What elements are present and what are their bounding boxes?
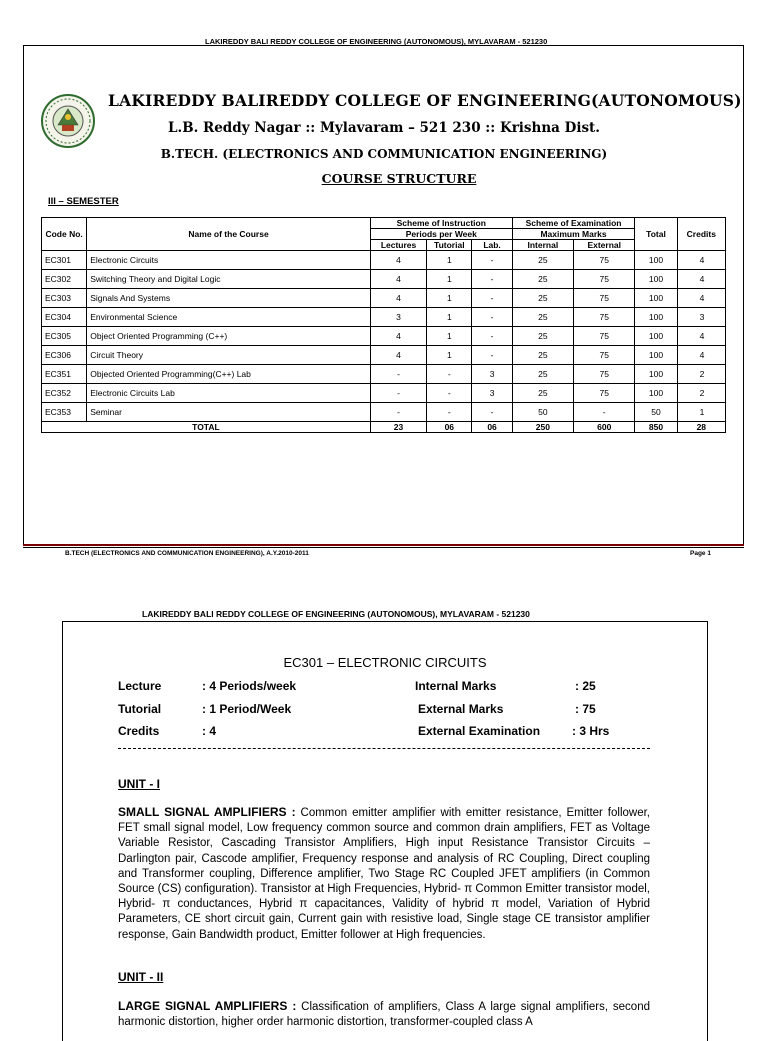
table-row — [42, 308, 726, 327]
header-internal: Internal — [512, 240, 573, 251]
cell-lectures: - — [370, 403, 426, 422]
running-header-2: LAKIREDDY BALI REDDY COLLEGE OF ENGINEERING (AUTONOMOUS), MYLAVARAM - 521230 — [142, 609, 530, 619]
cell-internal: 25 — [512, 251, 573, 270]
college-name: LAKIREDDY BALIREDDY COLLEGE OF ENGINEERING(AUTONOMOUS) — [108, 91, 742, 110]
credits-label: Credits — [118, 724, 160, 738]
table-row — [42, 251, 726, 270]
course-title: EC301 – ELECTRONIC CIRCUITS — [283, 655, 487, 670]
cell-tutorial: 1 — [427, 346, 472, 365]
cell-credits: 3 — [677, 308, 725, 327]
unit-1-topic: SMALL SIGNAL AMPLIFIERS : — [118, 805, 296, 819]
cell-total: 100 — [635, 346, 677, 365]
page-number: Page 1 — [690, 550, 711, 557]
cell-external: 75 — [574, 289, 635, 308]
page-footer: B.TECH (ELECTRONICS AND COMMUNICATION ENGINEERING), A.Y.2010-2011 — [65, 550, 309, 557]
cell-name: Environmental Science — [87, 308, 371, 327]
header-scheme-instruction: Scheme of Instruction — [370, 218, 512, 229]
college-address: L.B. Reddy Nagar :: Mylavaram – 521 230 :: Krishna Dist. — [168, 120, 600, 136]
cell-tutorial: 1 — [427, 251, 472, 270]
cell-name: Objected Oriented Programming(C++) Lab — [87, 365, 371, 384]
cell-internal: 25 — [512, 327, 573, 346]
page-1-bottom-rule-2 — [23, 547, 744, 548]
cell-lectures: 4 — [370, 270, 426, 289]
cell-lab: - — [472, 289, 512, 308]
tutorial-value: : 1 Period/Week — [202, 702, 292, 716]
table-row — [42, 403, 726, 422]
external-exam-value: : 3 Hrs — [572, 724, 610, 738]
cell-code: EC351 — [42, 365, 87, 384]
cell-lectures: 4 — [370, 346, 426, 365]
cell-total: 100 — [635, 289, 677, 308]
cell-external: 75 — [574, 270, 635, 289]
course-structure-heading: COURSE STRUCTURE — [321, 171, 477, 186]
course-structure-table — [41, 217, 726, 433]
semester-label: III – SEMESTER — [48, 196, 119, 207]
cell-code: EC305 — [42, 327, 87, 346]
cell-code: EC302 — [42, 270, 87, 289]
cell-lectures: 4 — [370, 327, 426, 346]
cell-lectures: 4 — [370, 289, 426, 308]
external-marks-value: : 75 — [575, 702, 596, 716]
header-lectures: Lectures — [370, 240, 426, 251]
cell-lectures: - — [370, 384, 426, 403]
cell-external: 75 — [574, 365, 635, 384]
cell-total: 100 — [635, 251, 677, 270]
cell-external: 75 — [574, 251, 635, 270]
external-marks-label: External Marks — [418, 702, 504, 716]
header-periods: Periods per Week — [370, 229, 512, 240]
cell-credits: 4 — [677, 251, 725, 270]
cell-total: 100 — [635, 308, 677, 327]
cell-tutorial: 1 — [427, 327, 472, 346]
cell-lab: - — [472, 346, 512, 365]
total-row: TOTAL 23 06 06 250 600 850 28 — [42, 422, 726, 433]
table-row — [42, 384, 726, 403]
table-row — [42, 365, 726, 384]
cell-tutorial: - — [427, 403, 472, 422]
table-row — [42, 327, 726, 346]
header-name: Name of the Course — [87, 218, 371, 251]
header-lab: Lab. — [472, 240, 512, 251]
cell-total: 100 — [635, 270, 677, 289]
cell-credits: 2 — [677, 384, 725, 403]
unit-1-heading: UNIT - I — [118, 777, 160, 791]
dashed-divider — [118, 748, 650, 749]
branch-title: B.TECH. (ELECTRONICS AND COMMUNICATION ENGINEERING) — [160, 147, 608, 161]
cell-credits: 2 — [677, 365, 725, 384]
cell-tutorial: 1 — [427, 308, 472, 327]
header-code: Code No. — [42, 218, 87, 251]
internal-marks-value: : 25 — [575, 679, 596, 693]
unit-2-paragraph — [118, 999, 650, 1030]
lecture-label: Lecture — [118, 679, 162, 693]
unit-1-text: Common emitter amplifier with emitter resistance, Emitter follower, FET small signal model, Low frequency common source and common drain amplifiers, FET as Voltage Variable Resistor, Cascading Transistor Amplifiers, High input Resistance Transistor Circuits – Darlington pair, Cascode amplifier, Frequency response and analysis of RC Coupling, Direct coupling and Transformer coupling, Difference amplifier, Two Stage RC Coupled JFET amplifiers (in Common Source (CS) configuration). Transistor at High Frequencies, Hybrid- π Common Emitter transistor model, Hybrid- π conductances, Hybrid π capacitances, Validity of hybrid π model, Variation of Hybrid Parameters, CE short circuit gain, Current gain with resistive load, Single stage CE transistor amplifier response, Gain Bandwidth product, Emitter follower at High frequencies. — [118, 807, 650, 941]
cell-credits: 4 — [677, 327, 725, 346]
cell-total: 100 — [635, 327, 677, 346]
cell-internal: 25 — [512, 384, 573, 403]
cell-internal: 25 — [512, 289, 573, 308]
lecture-value: : 4 Periods/week — [202, 679, 297, 693]
cell-code: EC353 — [42, 403, 87, 422]
header-tutorial: Tutorial — [427, 240, 472, 251]
cell-total: 50 — [635, 403, 677, 422]
cell-lectures: - — [370, 365, 426, 384]
cell-credits: 1 — [677, 403, 725, 422]
cell-name: Signals And Systems — [87, 289, 371, 308]
cell-tutorial: 1 — [427, 289, 472, 308]
cell-name: Electronic Circuits — [87, 251, 371, 270]
cell-tutorial: - — [427, 384, 472, 403]
header-total: Total — [635, 218, 677, 251]
cell-lab: - — [472, 251, 512, 270]
cell-lectures: 3 — [370, 308, 426, 327]
cell-external: 75 — [574, 346, 635, 365]
cell-code: EC304 — [42, 308, 87, 327]
unit-2-text: Classification of amplifiers, Class A large signal amplifiers, second harmonic distortion, higher order harmonic distortion, transformer-coupled class A — [118, 1001, 650, 1029]
table-row — [42, 289, 726, 308]
external-exam-label: External Examination — [418, 724, 541, 738]
running-header: LAKIREDDY BALI REDDY COLLEGE OF ENGINEERING (AUTONOMOUS), MYLAVARAM - 521230 — [205, 37, 548, 46]
cell-internal: 50 — [512, 403, 573, 422]
cell-tutorial: 1 — [427, 270, 472, 289]
header-scheme-examination: Scheme of Examination — [512, 218, 635, 229]
cell-external: 75 — [574, 327, 635, 346]
header-max-marks: Maximum Marks — [512, 229, 635, 240]
cell-lab: 3 — [472, 384, 512, 403]
cell-name: Circuit Theory — [87, 346, 371, 365]
cell-credits: 4 — [677, 289, 725, 308]
cell-total: 100 — [635, 365, 677, 384]
cell-internal: 25 — [512, 365, 573, 384]
table-row — [42, 346, 726, 365]
cell-lab: 3 — [472, 365, 512, 384]
cell-external: - — [574, 403, 635, 422]
internal-marks-label: Internal Marks — [415, 679, 497, 693]
cell-credits: 4 — [677, 346, 725, 365]
credits-value: : 4 — [202, 724, 217, 738]
cell-code: EC306 — [42, 346, 87, 365]
table-row — [42, 270, 726, 289]
cell-total: 100 — [635, 384, 677, 403]
unit-1-paragraph — [118, 805, 650, 943]
page-1-bottom-rule — [23, 544, 744, 546]
cell-name: Seminar — [87, 403, 371, 422]
cell-lectures: 4 — [370, 251, 426, 270]
cell-lab: - — [472, 308, 512, 327]
header-credits: Credits — [677, 218, 725, 251]
cell-external: 75 — [574, 384, 635, 403]
cell-credits: 4 — [677, 270, 725, 289]
cell-code: EC352 — [42, 384, 87, 403]
header-external: External — [574, 240, 635, 251]
cell-code: EC303 — [42, 289, 87, 308]
tutorial-label: Tutorial — [118, 702, 162, 716]
cell-internal: 25 — [512, 270, 573, 289]
cell-name: Switching Theory and Digital Logic — [87, 270, 371, 289]
unit-2-topic: LARGE SIGNAL AMPLIFIERS : — [118, 999, 297, 1013]
cell-internal: 25 — [512, 308, 573, 327]
cell-code: EC301 — [42, 251, 87, 270]
cell-internal: 25 — [512, 346, 573, 365]
unit-2-heading: UNIT - II — [118, 970, 164, 984]
cell-name: Electronic Circuits Lab — [87, 384, 371, 403]
cell-external: 75 — [574, 308, 635, 327]
cell-lab: - — [472, 270, 512, 289]
cell-lab: - — [472, 327, 512, 346]
cell-name: Object Oriented Programming (C++) — [87, 327, 371, 346]
cell-tutorial: - — [427, 365, 472, 384]
cell-lab: - — [472, 403, 512, 422]
